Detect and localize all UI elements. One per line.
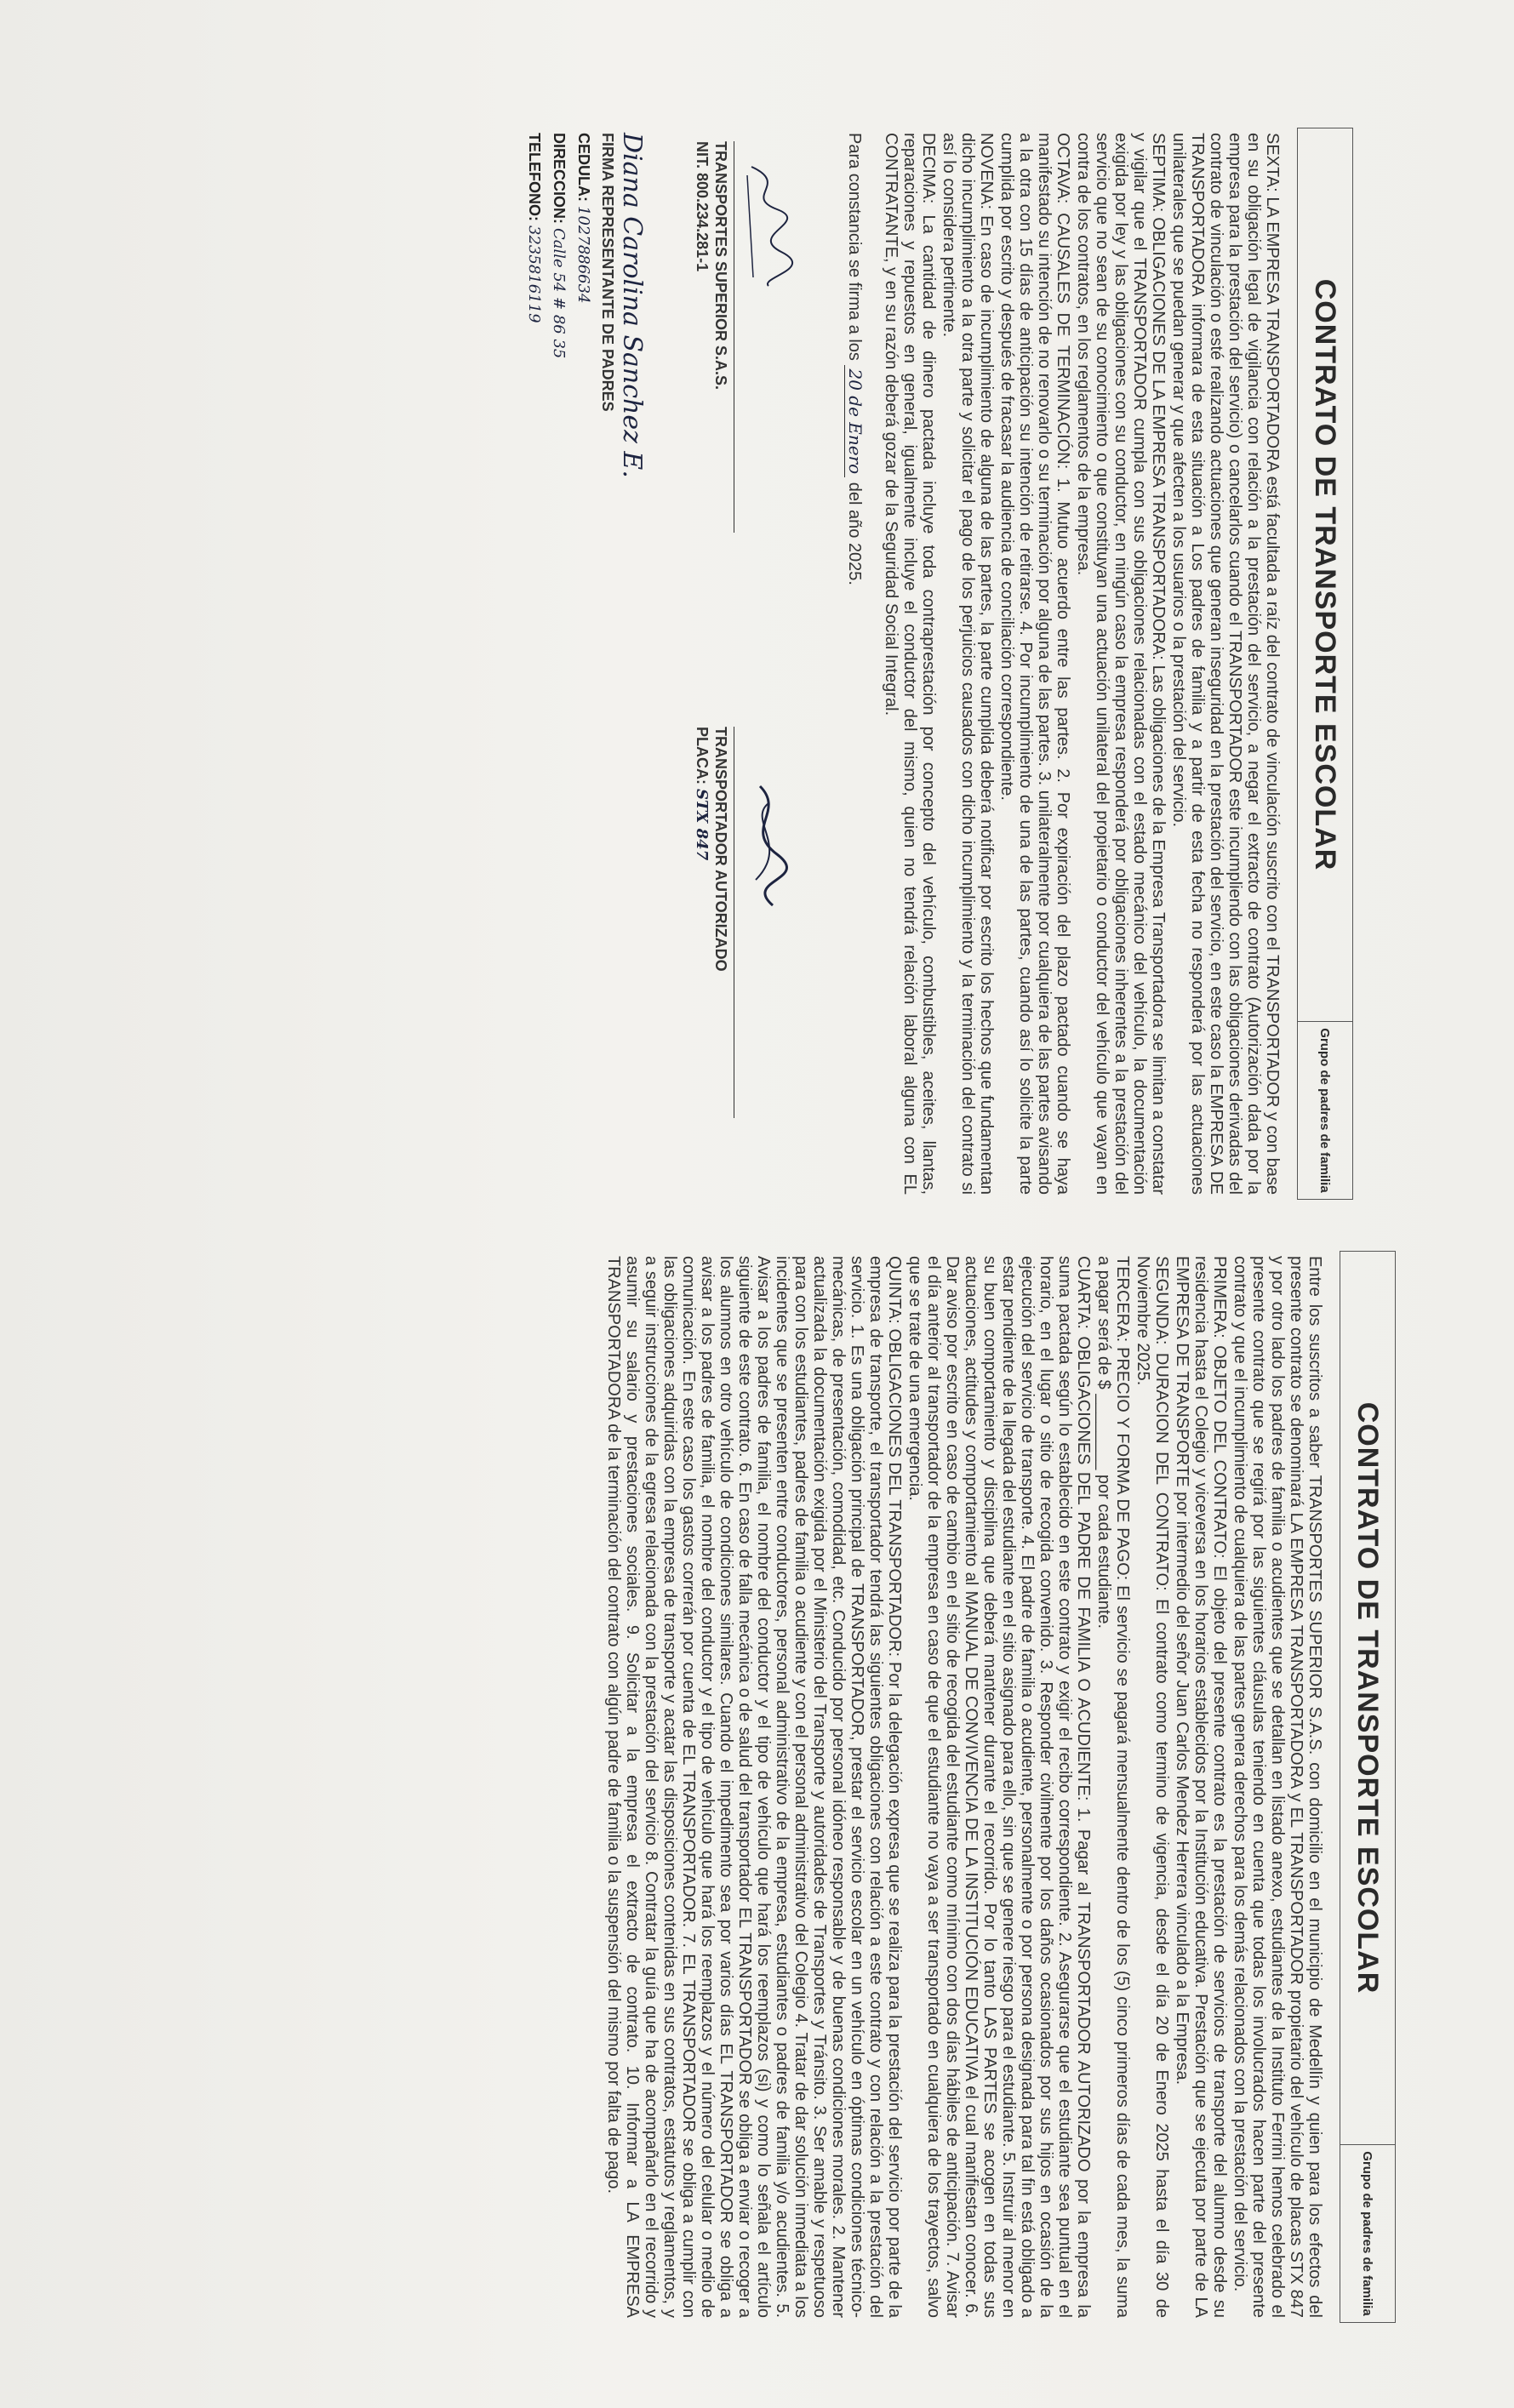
- constancia-suffix: del año 2025.: [845, 482, 864, 585]
- contract-body: [524, 128, 1297, 1200]
- group-label: Grupo de padres de familia: [1340, 2144, 1395, 2322]
- company-nit: NIT. 800.234.281-1: [694, 141, 711, 272]
- rep-label: FIRMA REPRESENTANTE DE PADRES: [599, 133, 616, 412]
- cedula-line: [574, 133, 593, 1195]
- telefono-line: [524, 133, 544, 1195]
- placa-label: PLACA:: [694, 727, 711, 785]
- page-title: CONTRATO DE TRANSPORTE ESCOLAR: [1351, 1401, 1385, 1994]
- contract-page-2: [0, 128, 1353, 1200]
- constancia-line: [845, 133, 865, 1195]
- cedula-value: 1027886634: [574, 206, 592, 304]
- placa-line: [692, 727, 711, 1118]
- clause-primera: PRIMERA: OBJETO DEL CONTRATO: El objeto del presente contrato es la prestación de servicios de transporte del alumno desde su residencia hasta el Colegio y viceversa en los horarios establecidos por la Institución educativa. Prestación que se ejecuta por parte de LA EMPRESA DE TRANSPORTE por intermedio del señor Juan Carlos Mendez Herrera vinculado a la Empresa.: [1173, 1256, 1229, 2318]
- clause-quinta: QUINTA: OBLIGACIONES DEL TRANSPORTADOR: Por la delegación expresa que se realiza para la prestación del servicio por parte de la empresa de transporte, el transportador tendrá las siguientes obligaciones con relación a este contrato y con relación a la prestación del servicio. 1. Es una obligación principal de TRANSPORTADOR, prestar el servicio escolar en un vehículo en óptimas condiciones técnico- mecánicas, de presentación, comodidad, etc. Conducido por personal idóneo responsable y de buenas condiciones morales. 2. Mantener actualizada la documentación exigida por el Ministerio del Transporte y autoridades de Transportes y Tránsito. 3. Ser amable y respetuoso para con los estudiantes, padres de familia o acudiente y con el personal administrativo del Colegio 4. Tratar de dar solución inmediata a los incidentes que se presenten entre conductores, personal administrativo de la empresa, estudiantes o padres de familia y/o acudientes. 5. Avisar a los padres de familia, el nombre del conductor y el tipo de vehículo que hará los reemplazos (si) y como lo señala el artículo siguiente de este contrato. 6. En caso de falla mecánica o de salud del transportador EL TRANSPORTADOR se obliga a enviar o recoger a los alumnos en otro vehículo de condiciones similares. Cuando el impedimento sea por varios días EL TRANSPORTADOR se obliga a avisar a los padres de familia, el nombre del conductor y el tipo de vehículo que hará los reemplazos y el número del celular o medio de comunicación. En este caso los gastos correrán por cuenta de EL TRANSPORTADOR. 7. EL TRANSPORTADOR se obliga a cumplir con las obligaciones adquiridas con la empresa de transporte y acatar las disposiciones contenidas en sus contratos, estatutos y reglamentos, y a seguir instrucciones de la egresa relacionada con la prestación del servicio 8. Contratar la guía que ha de acompañarlo en el recorrido y asumir su salario y prestaciones sociales. 9. Solicitar a la empresa el extracto de contrato. 10. Informar a LA EMPRESA TRANSPORTADORA de la terminación del contrato con algún padre de familia o la suspensión del mismo por falta de pago.: [604, 1256, 904, 2318]
- page-header: [1297, 128, 1353, 1200]
- clause-septima: SEPTIMA: OBLIGACIONES DE LA EMPRESA TRANSPORTADORA: Las obligaciones de la Empresa Transportadora se limitan a constatar y vigilar que el TRANSPORTADOR cumpla con sus obligaciones relacionadas con el estado mecánico del vehículo, la documentación exigida por ley y las obligaciones con su conductor, en ningún caso la empresa responderá por obligaciones inherentes a la prestación del servicio que no sean de su conocimiento o que constituyan una actuación unilateral del propietario o conductor del vehículo que vayan en contra de los contratos, en los reglamentos de la empresa.: [1074, 133, 1168, 1195]
- clause-cuarta: CUARTA: OBLIGACIONES DEL PADRE DE FAMILIA O ACUDIENTE: 1. Pagar al TRANSPORTADOR AUTORIZADO por la empresa la suma pactada según lo establecido en este contrato y exigir el recibo correspondiente. 2. Asegurarse que el estudiante sea puntual en el horario, en el lugar o sitio de recogida convenido. 3. Responder civilmente por los daños ocasionados por sus hijos en ocasión de la ejecución del servicio de transporte. 4. El padre de familia o acudiente, personalmente o por persona designada para tal fin está obligado a estar pendiente de la llegada del estudiante en el sitio asignado para ello, sin que se genere riesgo para el estudiante. 5. Instruir al menor en su buen comportamiento y disciplina que deberá mantener durante el recorrido. Por lo tanto LAS PARTES se acogen en todas sus actuaciones, actitudes y comportamiento al MANUAL DE CONVIVENCIA DE LA INSTITUCIÓN EDUCATIVA el cual manifiestan conocer. 6. Dar aviso por escrito en caso de cambio en el sitio de recogida del estudiante como mínimo con dos días hábiles de anticipación. 7. Avisar el día anterior al transportador de la empresa en caso de que el estudiante no vaya a ser transportado en cualquiera de los trayectos, salvo que se trate de una emergencia.: [906, 1256, 1093, 2318]
- constancia-prefix: Para constancia se firma a los: [845, 133, 864, 361]
- placa-value: STX 847: [693, 789, 711, 861]
- company-label: TRANSPORTES SUPERIOR S.A.S.: [711, 141, 734, 533]
- direccion-line: [549, 133, 568, 1195]
- clause-octava: OCTAVA: CAUSALES DE TERMINACIÓN: 1. Mutuo acuerdo entre las partes. 2. Por expiración del plazo pactado cuando se haya manifestado su intención de no renovarlo o su terminación por alguna de las partes. 3. unilateralmente por cualquiera de las partes avisando a la otra con 15 días de anticipación su intención de retirarse. 4. Por incumplimiento de una de las partes, cuando así lo solicite la parte cumplida por escrito y después de fracasar la audiencia de conciliación correspondiente.: [997, 133, 1072, 1195]
- signature-row: [692, 133, 794, 1195]
- contract-page-1: [34, 1251, 1396, 2323]
- telefono-label: TELEFONO:: [526, 133, 543, 221]
- contract-body: [604, 1251, 1340, 2323]
- clause-segunda: SEGUNDA: DURACION DEL CONTRATO: El contrato como termino de vigencia, desde el día 20 de Enero 2025 hasta el día 30 de Noviembre 2025.: [1134, 1256, 1171, 2318]
- clause-decima: DECIMA: La cantidad de dinero pactada incluye toda contraprestación por concepto del vehículo, combustibles, aceites, llantas, reparaciones y repuestos en general, igualmente incluye el conductor del mismo, quien no tendrá relación laboral alguna con EL CONTRATANTE, y en su razón deberá gozar de la Seguridad Social Integral.: [882, 133, 938, 1195]
- page-title: CONTRATO DE TRANSPORTE ESCOLAR: [1309, 278, 1342, 871]
- constancia-date: 20 de Enero: [844, 365, 866, 477]
- group-label: Grupo de padres de familia: [1298, 1021, 1352, 1199]
- company-signature-block: [692, 141, 794, 533]
- telefono-value: 3235816119: [525, 225, 543, 323]
- intro-paragraph: Entre los suscritos a saber TRANSPORTES SUPERIOR S.A.S. con domicilio en el municipio de Medellín y quien para los efectos del presente contrato se denominará LA EMPRESA TRANSPORTADORA y EL TRANSPORTADOR propietario del vehículo de placas STX 847 y por otro lado los padres de familia o acudientes que se detallan en listado anexo, estudiantes de la Instituto Ferrini hemos celebrado el presente contrato que se regirá por las siguientes cláusulas teniendo en cuenta que todas los involucrados hacen parte del presente contrato y que el incumplimiento de cualquiera de las partes genera derechos para los demás relacionados con la prestación del servicio.: [1231, 1256, 1324, 2318]
- direccion-label: DIRECCION:: [551, 133, 568, 224]
- clause-sexta: SEXTA: LA EMPRESA TRANSPORTADORA está facultada a raíz del contrato de vinculación suscrito con el TRANSPORTADOR y con base en su obligación legal de vigilancia con relación a la prestación del servicio, a negar el extracto de contrato (Autorización dada por la empresa para la prestación del servicio) o cancelarlos cuando el TRANSPORTADOR este incumpliendo con las obligaciones derivadas del contrato de vinculación o esté realizando actuaciones que generan inseguridad en la prestación del servicio, en este caso la EMPRESA DE TRANSPORTADORA informara de esta situación a Los padres de familia y a partir de esta fecha no responderá por las actuaciones unilaterales que se puedan generar y que afecten a los usuarios o la prestación del servicio.: [1169, 133, 1282, 1195]
- rep-name: Diana Carolina Sanchez E.: [617, 133, 647, 478]
- cedula-label: CEDULA:: [575, 133, 592, 202]
- parent-rep-block: [524, 133, 647, 1195]
- transporter-label: TRANSPORTADOR AUTORIZADO: [711, 727, 734, 1118]
- direccion-value: Calle 54 # 86 35: [550, 228, 568, 359]
- company-signature: [734, 158, 794, 294]
- page-header: [1340, 1251, 1396, 2323]
- clause-novena: NOVENA: En caso de incumplimiento de alguna de las partes, la parte cumplida deberá notificar por escrito los hechos que fundamentan dicho incumplimiento a la otra parte y solicitar el pago de los perjuicios causados con dicho incumplimiento y la terminación del contrato si así lo considera pertinente.: [940, 133, 996, 1195]
- transporter-signature: [734, 778, 794, 914]
- clause-tercera: TERCERA: PRECIO Y FORMA DE PAGO: El servicio se pagará mensualmente dentro de los (5) cinco primeros días de cada mes, la suma a pagar será de $ ________ por cada estudiante.: [1094, 1256, 1132, 2318]
- transporter-signature-block: [692, 727, 794, 1118]
